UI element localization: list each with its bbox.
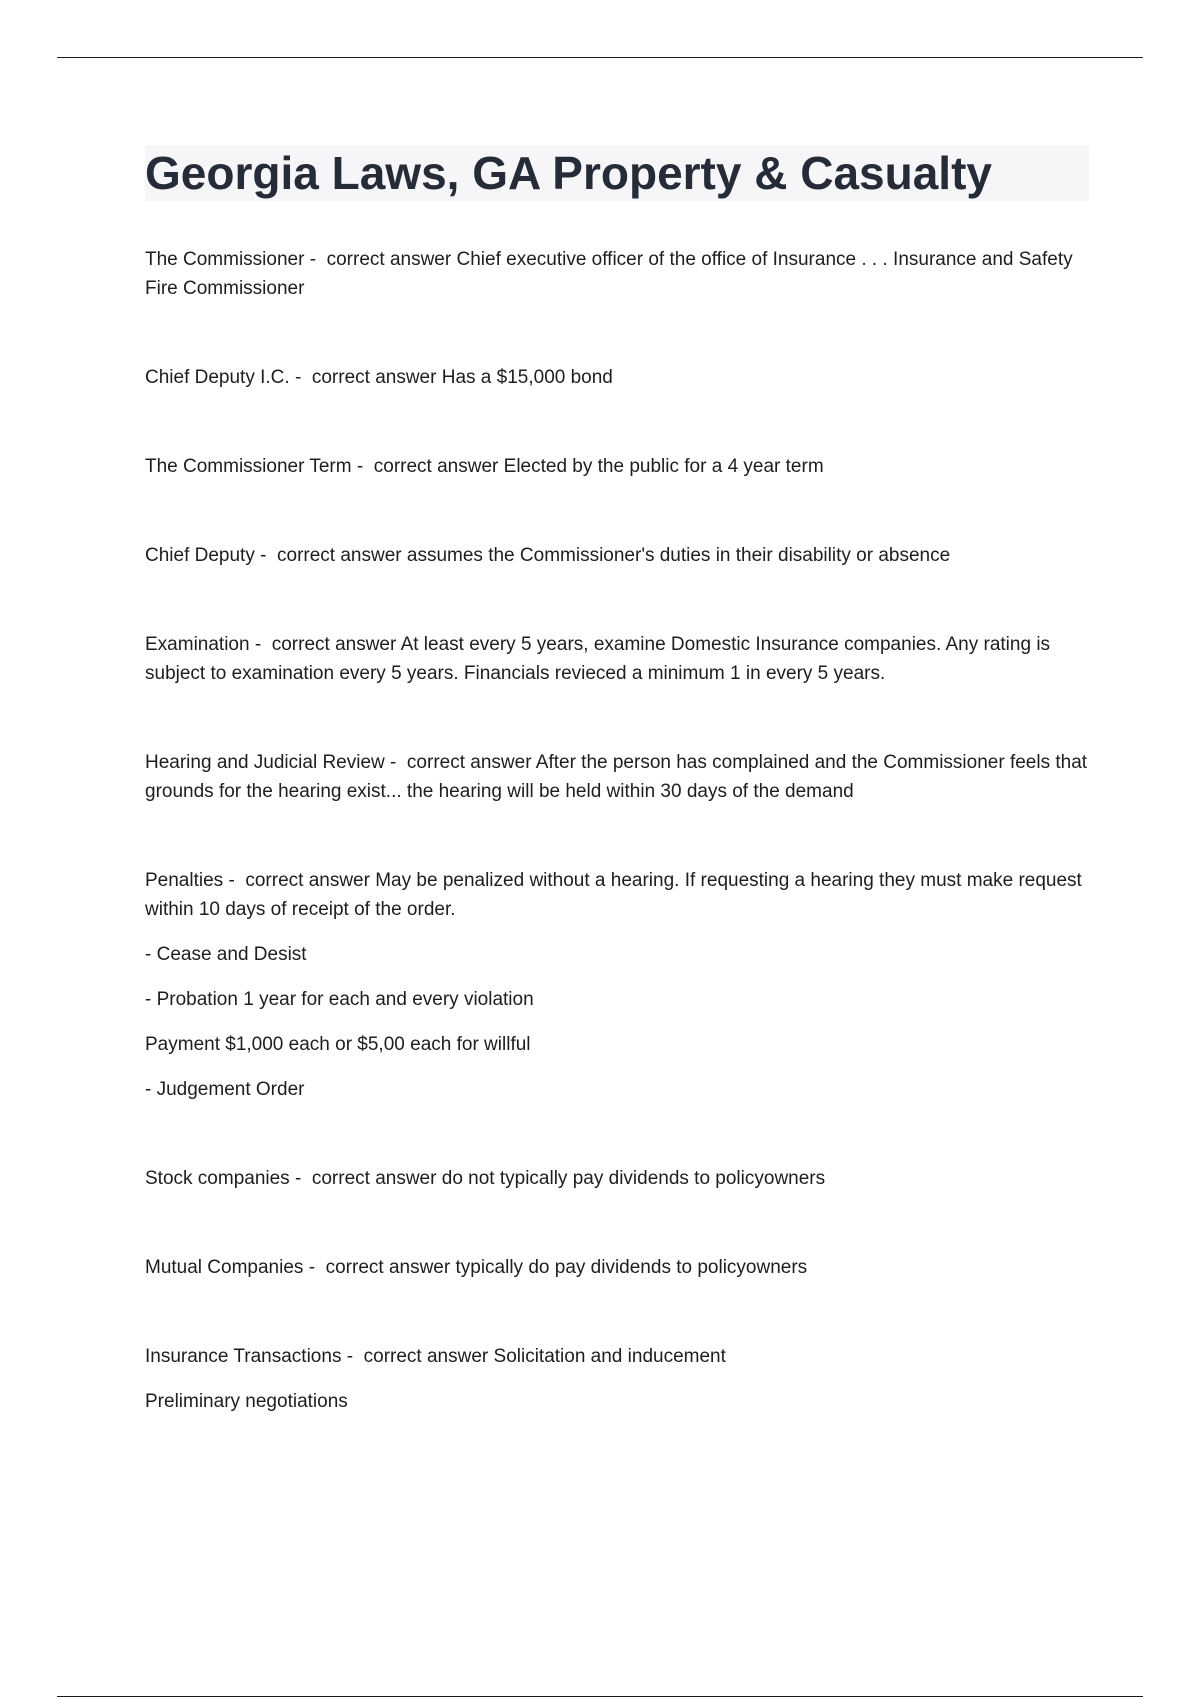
qa-answer: assumes the Commissioner's duties in their disability or absence	[406, 545, 951, 566]
document-content	[145, 145, 1090, 1476]
qa-extra-line: Preliminary negotiations	[145, 1391, 348, 1412]
qa-answer: At least every 5 years, examine Domestic Insurance companies. Any rating is subject to examination every 5 years. Financials revieced a minimum 1 in every 5 years.	[145, 634, 1051, 684]
qa-term: The Commissioner Term -	[145, 456, 374, 477]
qa-line	[145, 541, 1090, 570]
qa-extra-line: - Probation 1 year for each and every violation	[145, 989, 534, 1010]
correct-answer-marker: correct answer	[311, 1168, 437, 1189]
bottom-rule	[57, 1696, 1143, 1697]
qa-answer: Solicitation and inducement	[493, 1346, 726, 1367]
qa-item	[145, 452, 1090, 481]
qa-answer: May be penalized without a hearing. If requesting a hearing they must make request within 10 days of receipt of the order.	[145, 870, 1082, 920]
correct-answer-marker: correct answer	[326, 249, 452, 270]
qa-item	[145, 630, 1090, 688]
qa-term: Penalties -	[145, 870, 245, 891]
top-rule	[57, 57, 1143, 58]
qa-item	[145, 866, 1090, 1104]
title-banner	[145, 145, 1089, 201]
qa-answer: Chief executive officer of the office of Insurance . . . Insurance and Safety Fire Commissioner	[145, 249, 1073, 299]
qa-extra-line: - Cease and Desist	[145, 944, 307, 965]
qa-item	[145, 1253, 1090, 1282]
correct-answer-marker: correct answer	[277, 545, 402, 566]
qa-term: The Commissioner -	[145, 249, 327, 270]
qa-term: Chief Deputy I.C. -	[145, 367, 312, 388]
qa-line	[145, 1342, 1090, 1371]
correct-answer-marker: correct answer	[271, 634, 397, 655]
qa-answer: Has a $15,000 bond	[441, 367, 613, 388]
qa-line	[145, 630, 1090, 688]
qa-line	[145, 1253, 1090, 1282]
qa-item	[145, 363, 1090, 392]
correct-answer-marker: correct answer	[311, 367, 437, 388]
qa-answer: do not typically pay dividends to policyowners	[441, 1168, 826, 1189]
qa-answer: Elected by the public for a 4 year term	[503, 456, 824, 477]
qa-extra-line: Payment $1,000 each or $5,00 each for willful	[145, 1034, 531, 1055]
qa-extra-line: - Judgement Order	[145, 1079, 305, 1100]
qa-line	[145, 452, 1090, 481]
qa-item	[145, 748, 1090, 806]
qa-item	[145, 245, 1090, 303]
correct-answer-marker: correct answer	[363, 1346, 489, 1367]
qa-list	[145, 245, 1090, 1416]
qa-line	[145, 245, 1090, 303]
qa-answer: typically do pay dividends to policyowners	[455, 1257, 808, 1278]
correct-answer-marker: correct answer	[406, 752, 532, 773]
qa-term: Insurance Transactions -	[145, 1346, 364, 1367]
qa-item	[145, 1164, 1090, 1193]
qa-line	[145, 866, 1090, 924]
correct-answer-marker: correct answer	[245, 870, 370, 891]
document-title: Georgia Laws, GA Property & Casualty	[145, 147, 992, 199]
qa-term: Chief Deputy -	[145, 545, 277, 566]
correct-answer-marker: correct answer	[325, 1257, 451, 1278]
qa-line	[145, 748, 1090, 806]
qa-answer: After the person has complained and the Commissioner feels that grounds for the hearing exist... the hearing will be held within 30 days of the demand	[145, 752, 1088, 802]
qa-item	[145, 541, 1090, 570]
qa-item	[145, 1342, 1090, 1416]
qa-line	[145, 1164, 1090, 1193]
qa-term: Hearing and Judicial Review -	[145, 752, 407, 773]
qa-term: Mutual Companies -	[145, 1257, 326, 1278]
qa-line	[145, 363, 1090, 392]
qa-term: Examination -	[145, 634, 272, 655]
qa-term: Stock companies -	[145, 1168, 312, 1189]
correct-answer-marker: correct answer	[373, 456, 499, 477]
